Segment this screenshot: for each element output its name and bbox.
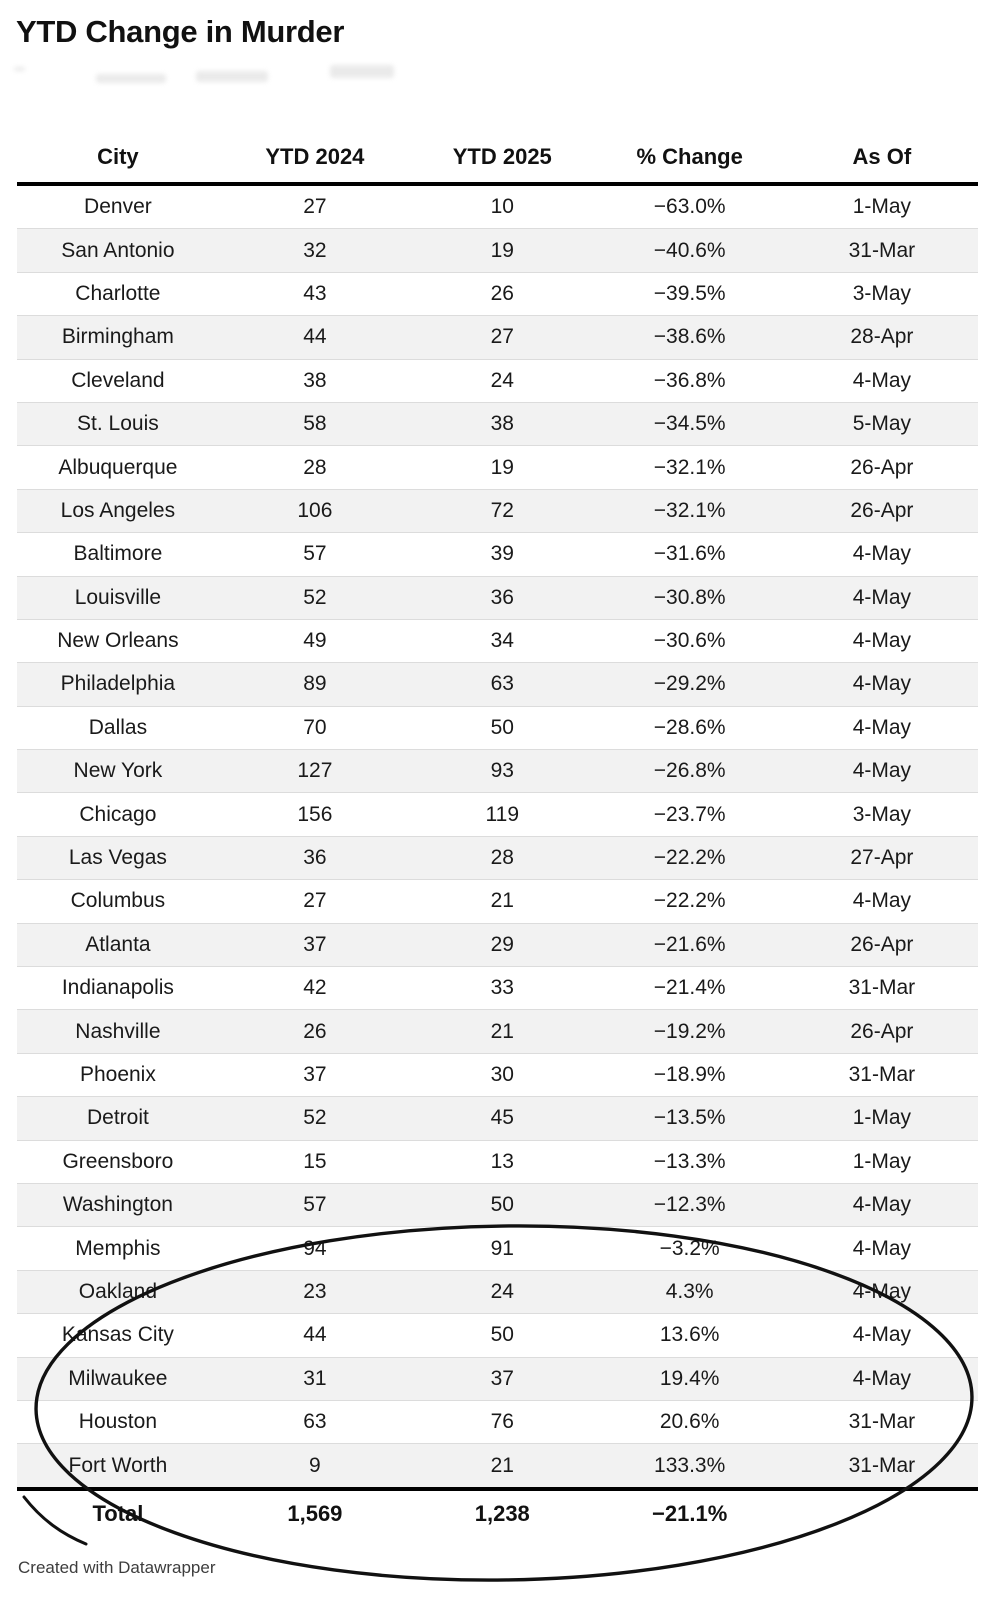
table-row [17,316,978,359]
cell-ytd-2024: 57 [219,533,411,576]
subtitle-smudge [330,65,394,78]
cell-ytd-2025: 93 [411,750,594,793]
cell-as-of: 4-May [786,880,978,923]
cell-ytd-2024: 9 [219,1444,411,1489]
table-row [17,533,978,576]
cell-pct-change: −13.5% [594,1097,786,1140]
cell-city: Dallas [17,706,219,749]
table-row [17,1183,978,1226]
column-header-pct-change: % Change [594,132,786,184]
cell-ytd-2024: 27 [219,880,411,923]
cell-ytd-2025: 50 [411,1183,594,1226]
table-row [17,272,978,315]
column-header-city: City [17,132,219,184]
cell-ytd-2025: 21 [411,1010,594,1053]
subtitle-smudge [196,71,268,82]
column-header-ytd-2025: YTD 2025 [411,132,594,184]
cell-city: Phoenix [17,1053,219,1096]
cell-pct-change: 4.3% [594,1270,786,1313]
table-row [17,446,978,489]
table-row [17,1357,978,1400]
column-header-ytd-2024: YTD 2024 [219,132,411,184]
cell-as-of: 4-May [786,576,978,619]
cell-pct-change: −3.2% [594,1227,786,1270]
cell-ytd-2024: 32 [219,229,411,272]
cell-ytd-2025: 24 [411,1270,594,1313]
column-header-as-of: As Of [786,132,978,184]
cell-as-of: 1-May [786,1097,978,1140]
total-ytd-2025: 1,238 [411,1489,594,1538]
cell-ytd-2024: 26 [219,1010,411,1053]
cell-ytd-2024: 42 [219,967,411,1010]
cell-city: Los Angeles [17,489,219,532]
cell-ytd-2025: 19 [411,229,594,272]
cell-pct-change: −13.3% [594,1140,786,1183]
cell-ytd-2025: 45 [411,1097,594,1140]
cell-as-of: 3-May [786,272,978,315]
cell-ytd-2025: 63 [411,663,594,706]
cell-ytd-2025: 21 [411,1444,594,1489]
cell-pct-change: 13.6% [594,1314,786,1357]
cell-city: St. Louis [17,402,219,445]
cell-as-of: 4-May [786,1270,978,1313]
cell-pct-change: −39.5% [594,272,786,315]
cell-as-of: 3-May [786,793,978,836]
cell-pct-change: −23.7% [594,793,786,836]
table-row [17,923,978,966]
cell-ytd-2024: 43 [219,272,411,315]
cell-ytd-2024: 63 [219,1400,411,1443]
total-label: Total [17,1489,219,1538]
total-as-of [786,1489,978,1538]
table-body [17,184,978,1489]
cell-ytd-2025: 50 [411,1314,594,1357]
cell-city: Charlotte [17,272,219,315]
cell-ytd-2024: 31 [219,1357,411,1400]
cell-ytd-2024: 57 [219,1183,411,1226]
cell-city: Kansas City [17,1314,219,1357]
cell-city: Albuquerque [17,446,219,489]
cell-ytd-2025: 34 [411,619,594,662]
cell-pct-change: −12.3% [594,1183,786,1226]
table-row [17,1053,978,1096]
cell-city: Atlanta [17,923,219,966]
cell-ytd-2024: 38 [219,359,411,402]
cell-pct-change: −28.6% [594,706,786,749]
cell-ytd-2025: 33 [411,967,594,1010]
table-row [17,489,978,532]
table-row [17,1227,978,1270]
cell-ytd-2024: 70 [219,706,411,749]
cell-pct-change: −36.8% [594,359,786,402]
cell-city: Washington [17,1183,219,1226]
cell-city: Houston [17,1400,219,1443]
cell-pct-change: −26.8% [594,750,786,793]
cell-ytd-2025: 19 [411,446,594,489]
cell-pct-change: 133.3% [594,1444,786,1489]
table-row [17,359,978,402]
cell-ytd-2025: 37 [411,1357,594,1400]
cell-ytd-2025: 72 [411,489,594,532]
table-row [17,706,978,749]
cell-city: San Antonio [17,229,219,272]
cell-as-of: 31-Mar [786,1444,978,1489]
cell-pct-change: −32.1% [594,446,786,489]
cell-pct-change: 19.4% [594,1357,786,1400]
cell-as-of: 4-May [786,706,978,749]
table-row [17,793,978,836]
cell-pct-change: −21.6% [594,923,786,966]
table-row [17,1400,978,1443]
cell-pct-change: −30.8% [594,576,786,619]
cell-city: Birmingham [17,316,219,359]
cell-ytd-2025: 28 [411,836,594,879]
cell-ytd-2025: 76 [411,1400,594,1443]
cell-pct-change: −21.4% [594,967,786,1010]
cell-pct-change: −40.6% [594,229,786,272]
cell-ytd-2025: 29 [411,923,594,966]
cell-ytd-2024: 89 [219,663,411,706]
cell-ytd-2024: 52 [219,1097,411,1140]
cell-ytd-2025: 13 [411,1140,594,1183]
cell-ytd-2025: 38 [411,402,594,445]
cell-pct-change: −63.0% [653,195,726,219]
table-row [17,184,978,229]
cell-city: Indianapolis [17,967,219,1010]
cell-as-of: 31-Mar [786,1053,978,1096]
table-row [17,836,978,879]
total-ytd-2024: 1,569 [219,1489,411,1538]
table-row [17,967,978,1010]
cell-pct-change: −22.2% [594,836,786,879]
cell-ytd-2024: 94 [219,1227,411,1270]
data-table [17,132,978,1538]
cell-as-of: 26-Apr [786,489,978,532]
cell-ytd-2024: 49 [219,619,411,662]
table-row [17,1010,978,1053]
cell-as-of: 27-Apr [786,836,978,879]
credit-footer[interactable]: Created with Datawrapper [18,1558,216,1577]
table-header [17,132,978,184]
cell-pct-change: −29.2% [594,663,786,706]
table-row [17,1270,978,1313]
cell-city: New York [17,750,219,793]
cell-ytd-2024: 36 [219,836,411,879]
cell-ytd-2024: 27 [303,195,327,219]
cell-city: Milwaukee [17,1357,219,1400]
cell-city: Oakland [17,1270,219,1313]
total-pct-change: −21.1% [594,1489,786,1538]
cell-ytd-2025: 91 [411,1227,594,1270]
subtitle-smudge [96,74,166,83]
table-row [17,619,978,662]
cell-ytd-2025: 30 [411,1053,594,1096]
cell-as-of: 4-May [786,1314,978,1357]
cell-city: Greensboro [17,1140,219,1183]
cell-as-of: 4-May [786,359,978,402]
cell-city: Denver [84,195,152,219]
cell-ytd-2024: 28 [219,446,411,489]
cell-as-of: 4-May [786,1227,978,1270]
cell-as-of: 26-Apr [786,446,978,489]
cell-as-of: 1-May [852,195,912,219]
cell-ytd-2025: 119 [411,793,594,836]
table-footer [17,1489,978,1538]
cell-as-of: 1-May [786,1140,978,1183]
cell-city: Fort Worth [17,1444,219,1489]
cell-as-of: 5-May [786,402,978,445]
total-row [17,1489,978,1538]
table-row [17,1097,978,1140]
cell-as-of: 4-May [786,1183,978,1226]
cell-city: Philadelphia [17,663,219,706]
table-row [17,1314,978,1357]
cell-as-of: 4-May [786,663,978,706]
cell-ytd-2024: 156 [219,793,411,836]
cell-ytd-2024: 106 [219,489,411,532]
cell-city: Las Vegas [17,836,219,879]
table-row [17,402,978,445]
cell-ytd-2024: 44 [219,1314,411,1357]
cell-pct-change: −19.2% [594,1010,786,1053]
cell-ytd-2024: 37 [219,923,411,966]
cell-as-of: 31-Mar [786,967,978,1010]
table-row [17,1444,978,1489]
cell-pct-change: −38.6% [594,316,786,359]
cell-as-of: 4-May [786,1357,978,1400]
cell-city: Nashville [17,1010,219,1053]
table-row [17,880,978,923]
page-title: YTD Change in Murder [16,14,345,49]
table-row [17,1140,978,1183]
cell-city: Baltimore [17,533,219,576]
cell-as-of: 4-May [786,750,978,793]
cell-pct-change: −34.5% [594,402,786,445]
cell-city: Memphis [17,1227,219,1270]
cell-pct-change: −32.1% [594,489,786,532]
cell-ytd-2024: 58 [219,402,411,445]
cell-ytd-2024: 37 [219,1053,411,1096]
cell-city: Detroit [17,1097,219,1140]
cell-pct-change: −31.6% [594,533,786,576]
cell-ytd-2025: 24 [411,359,594,402]
cell-pct-change: −30.6% [594,619,786,662]
cell-pct-change: −22.2% [594,880,786,923]
cell-city: Chicago [17,793,219,836]
cell-pct-change: −18.9% [594,1053,786,1096]
cell-ytd-2024: 52 [219,576,411,619]
table-row [17,576,978,619]
subtitle-smudge [14,67,25,71]
cell-pct-change: 20.6% [594,1400,786,1443]
cell-city: Cleveland [17,359,219,402]
table-row [17,229,978,272]
cell-city: New Orleans [17,619,219,662]
cell-as-of: 4-May [786,619,978,662]
cell-city: Louisville [17,576,219,619]
table-row [17,663,978,706]
cell-ytd-2024: 127 [219,750,411,793]
cell-ytd-2024: 15 [219,1140,411,1183]
header-row [17,132,978,184]
table-row [17,750,978,793]
cell-ytd-2024: 44 [219,316,411,359]
cell-as-of: 4-May [786,533,978,576]
cell-ytd-2025: 36 [411,576,594,619]
cell-as-of: 28-Apr [786,316,978,359]
cell-ytd-2025: 27 [411,316,594,359]
cell-as-of: 31-Mar [786,1400,978,1443]
cell-city: Columbus [17,880,219,923]
cell-ytd-2025: 39 [411,533,594,576]
cell-as-of: 26-Apr [786,1010,978,1053]
cell-ytd-2025: 21 [411,880,594,923]
cell-as-of: 31-Mar [786,229,978,272]
cell-ytd-2024: 23 [219,1270,411,1313]
cell-ytd-2025: 50 [411,706,594,749]
cell-ytd-2025: 26 [411,272,594,315]
cell-ytd-2025: 10 [490,195,514,219]
cell-as-of: 26-Apr [786,923,978,966]
